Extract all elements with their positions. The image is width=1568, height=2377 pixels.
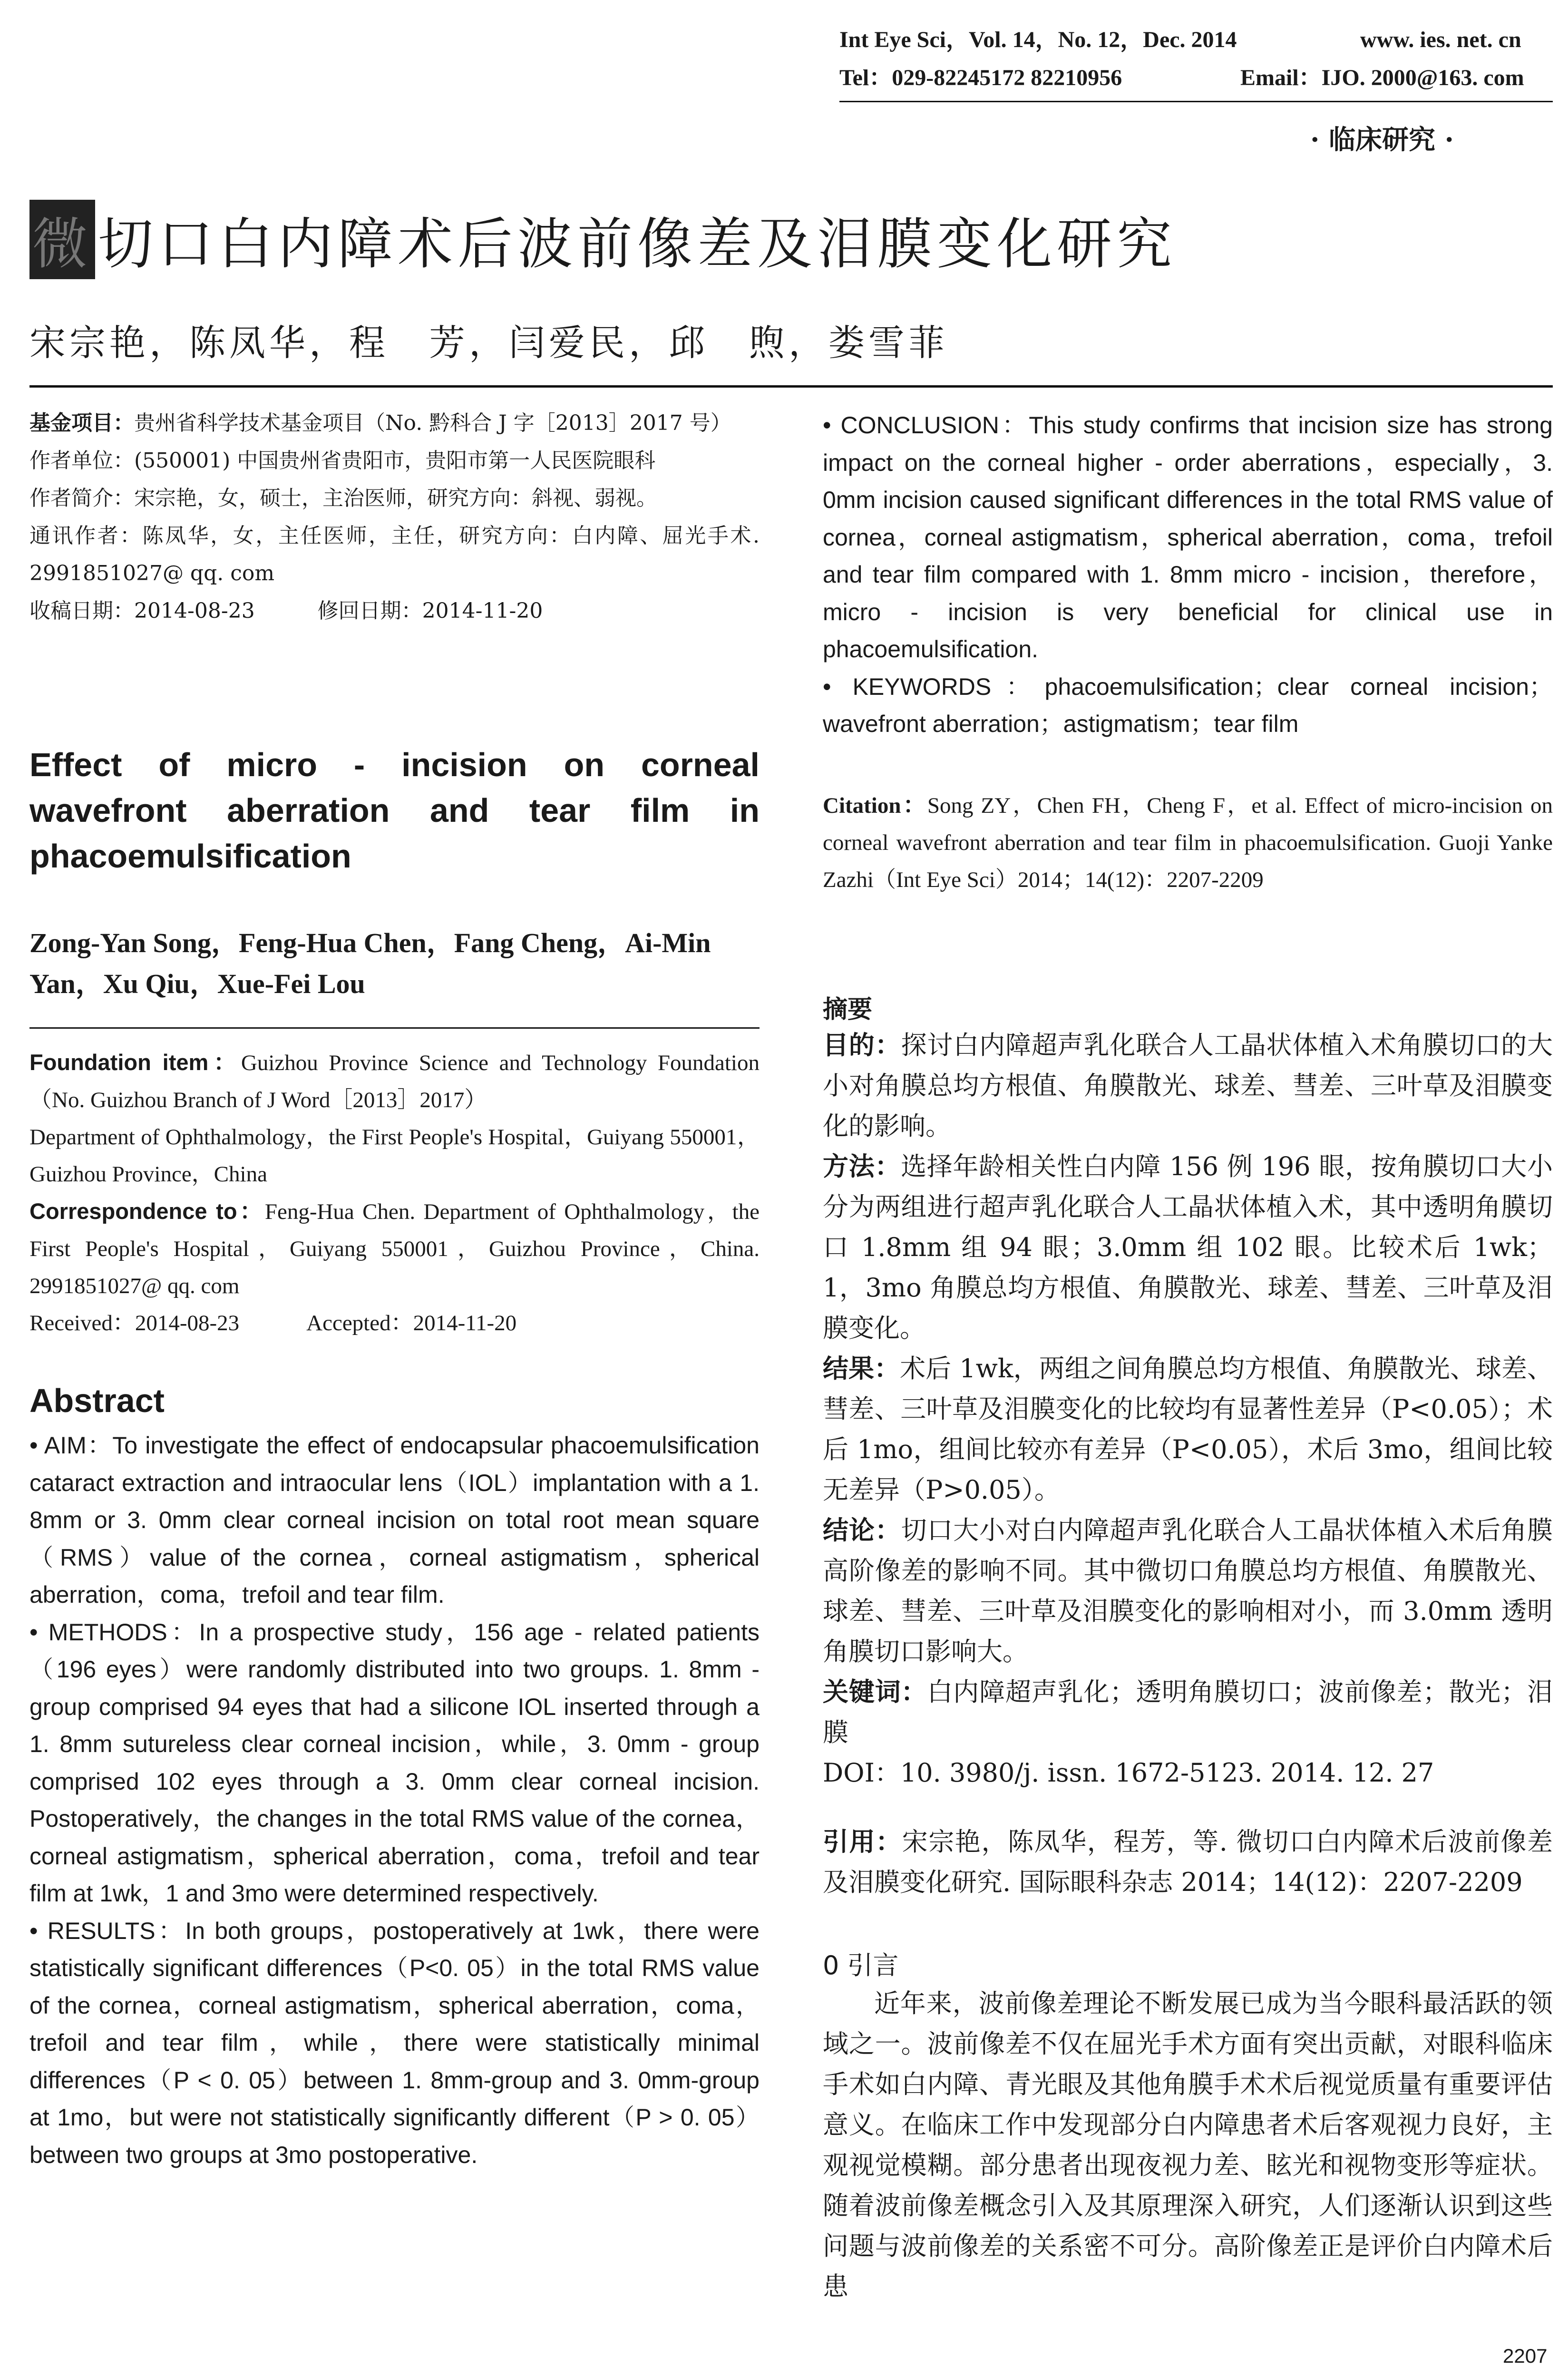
abstract-heading: Abstract [29, 1382, 165, 1419]
header-rule [839, 101, 1553, 102]
journal-email: Email：IJO. 2000@163. com [1240, 65, 1524, 90]
doi: DOI：10. 3980/j. issn. 1672-5123. 2014. 12. 27 [823, 1758, 1434, 1788]
intro-text: 近年来，波前像差理论不断发展已成为当今眼科最活跃的领域之一。波前像差不仅在屈光手术方面有突出贡献，对眼科临床手术如白内障、青光眼及其他角膜手术术后视觉质量有重要评估意义。在临床工作中发现部分白内障患者术后客观视力良好，主观视觉模糊。部分患者出现夜视力差、眩光和视物变形等症状。随着波前像差概念引入及其原理深入研究，人们逐渐认识到这些问题与波前像差的关系密不可分。高阶像差正是评价白内障术后患 [823, 1988, 1553, 2301]
info-cn-line: 作者简介：宋宗艳，女，硕士，主治医师，研究方向：斜视、弱视。 [29, 486, 657, 510]
department: Department of Ophthalmology，the First People's Hospital，Guiyang 550001，Guizhou Province，China [29, 1125, 760, 1187]
intro-heading: 0 引言 [823, 1950, 899, 1980]
info-cn-line: 作者单位：(550001) 中国贵州省贵阳市，贵阳市第一人民医院眼科 [29, 448, 656, 473]
info-cn-line: 收稿日期：2014-08-23 修回日期：2014-11-20 [29, 599, 543, 623]
title-rule [29, 385, 1553, 388]
abstract-cn [823, 1025, 1553, 1793]
abstract-cn-results: 结果：术后 1wk，两组之间角膜总均方根值、角膜散光、球差、彗差、三叶草及泪膜变化的比较均有显著性差异（P<0.05）；术后 1mo，组间比较亦有差异（P<0.05），术后 3mo，组间比较无差异（P>0.05）。 [823, 1354, 1553, 1505]
abstract-cn-conclusion: 结论：切口大小对白内障超声乳化联合人工晶状体植入术后角膜高阶像差的影响不同。其中微切口角膜总均方根值、角膜散光、球差、彗差、三叶草及泪膜变化的影响相对小，而 3.0mm 透明角膜切口影响大。 [823, 1515, 1553, 1666]
authors-cn: 宋宗艳，陈凤华，程 芳，闫爱民，邱 煦，娄雪菲 [29, 321, 948, 364]
title-badge: 微 [29, 200, 95, 279]
abstract-cn-aim: 目的：探讨白内障超声乳化联合人工晶状体植入术角膜切口的大小对角膜总均方根值、角膜散光、球差、彗差、三叶草及泪膜变化的影响。 [823, 1030, 1553, 1141]
abstract-keywords: • KEYWORDS：phacoemulsification；clear corneal incision；wavefront aberration；astigmatism；tear film [823, 673, 1553, 737]
journal-info: Int Eye Sci，Vol. 14，No. 12，Dec. 2014 [839, 27, 1237, 52]
abstract-aim: • AIM：To investigate the effect of endocapsular phacoemulsification cataract extraction and intraocular lens（IOL）implantation with a 1. 8mm or 3. 0mm clear corneal incision on total root mean square（RMS）value of the cornea，corneal astigmatism，spherical aberration，coma，trefoil and tear film. [29, 1432, 760, 1608]
correspondence: Correspondence to：Feng-Hua Chen. Department of Ophthalmology，the First People's Hospital，Guiyang 550001，Guizhou Province，China. 2991851027@ qq. com [29, 1198, 760, 1298]
abstract-methods: • METHODS：In a prospective study，156 age - related patients（196 eyes）were randomly distributed into two groups. 1. 8mm - group comprised 94 eyes that had a silicone IOL inserted through a 1. 8mm sutureless clear corneal incision，while，3. 0mm - group comprised 102 eyes through a 3. 0mm clear corneal incision. Postoperatively，the changes in the total RMS value of the cornea，corneal astigmatism，spherical aberration，coma，trefoil and tear film at 1wk，1 and 3mo were determined respectively. [29, 1618, 760, 1907]
en-info [29, 1044, 760, 1342]
citation-en: Citation：Song ZY，Chen FH，Cheng F，et al. Effect of micro-incision on corneal wavefront aberration and tear film in phacoemulsification. Guoji Yanke Zazhi（Int Eye Sci）2014；14(12)：2207-2209 [823, 793, 1553, 892]
info-cn [29, 404, 760, 630]
en-authors: Zong-Yan Song，Feng-Hua Chen，Fang Cheng，Ai-Min Yan，Xu Qiu，Xue-Fei Lou [29, 927, 711, 999]
section-tag: · 临床研究 · [1310, 124, 1454, 156]
abstract-results: • RESULTS：In both groups，postoperatively at 1wk，there were statistically significant differences（P<0. 05）in the total RMS value of the cornea，corneal astigmatism，spherical aberration，coma，trefoil and tear film，while，there were statistically minimal differences（P < 0. 05）between 1. 8mm-group and 3. 0mm-group at 1mo，but were not statistically significantly different（P > 0. 05）between two groups at 3mo postoperative. [29, 1917, 760, 2168]
page-number: 2207 [1503, 2345, 1548, 2367]
received-dates: Received：2014-08-23 Accepted：2014-11-20 [29, 1311, 517, 1335]
journal-tel: Tel：029-82245172 82210956 [839, 65, 1122, 90]
abstract-cn-heading: 摘要 [823, 995, 873, 1024]
foundation-item: Foundation item：Guizhou Province Science and Technology Foundation（No. Guizhou Branch of J Word［2013］2017） [29, 1050, 760, 1112]
abstract-en-right [823, 407, 1553, 743]
citation-cn: 引用：宋宗艳，陈凤华，程芳，等. 微切口白内障术后波前像差及泪膜变化研究. 国际眼科杂志 2014；14(12)：2207-2209 [823, 1827, 1553, 1897]
en-authors-rule [29, 1027, 760, 1029]
info-cn-line: 通讯作者：陈凤华，女，主任医师，主任，研究方向：白内障、屈光手术. 2991851027@ qq. com [29, 524, 760, 585]
info-cn-line: 基金项目：贵州省科学技术基金项目（No. 黔科合 J 字［2013］2017 号） [29, 411, 731, 435]
abstract-en-left [29, 1427, 760, 2173]
journal-website: www. ies. net. cn [1360, 27, 1521, 52]
page-title [29, 200, 1177, 279]
abstract-conclusion: • CONCLUSION：This study confirms that incision size has strong impact on the corneal higher - order aberrations，especially，3. 0mm incision caused significant differences in the total RMS value of cornea，corneal astigmatism，spherical aberration，coma，trefoil and tear film compared with 1. 8mm micro - incision，therefore，micro - incision is very beneficial for clinical use in phacoemulsification. [823, 412, 1553, 662]
en-title: Effect of micro - incision on corneal wavefront aberration and tear film in phacoemulsification [29, 746, 760, 875]
abstract-cn-methods: 方法：选择年龄相关性白内障 156 例 196 眼，按角膜切口大小分为两组进行超声乳化联合人工晶状体植入术，其中透明角膜切口 1.8mm 组 94 眼；3.0mm 组 102 眼。比较术后 1wk；1，3mo 角膜总均方根值、角膜散光、球差、彗差、三叶草及泪膜变化。 [823, 1151, 1553, 1343]
title-text: 切口白内障术后波前像差及泪膜变化研究 [98, 212, 1177, 276]
abstract-cn-keywords: 关键词：白内障超声乳化；透明角膜切口；波前像差；散光；泪膜 [823, 1677, 1553, 1747]
